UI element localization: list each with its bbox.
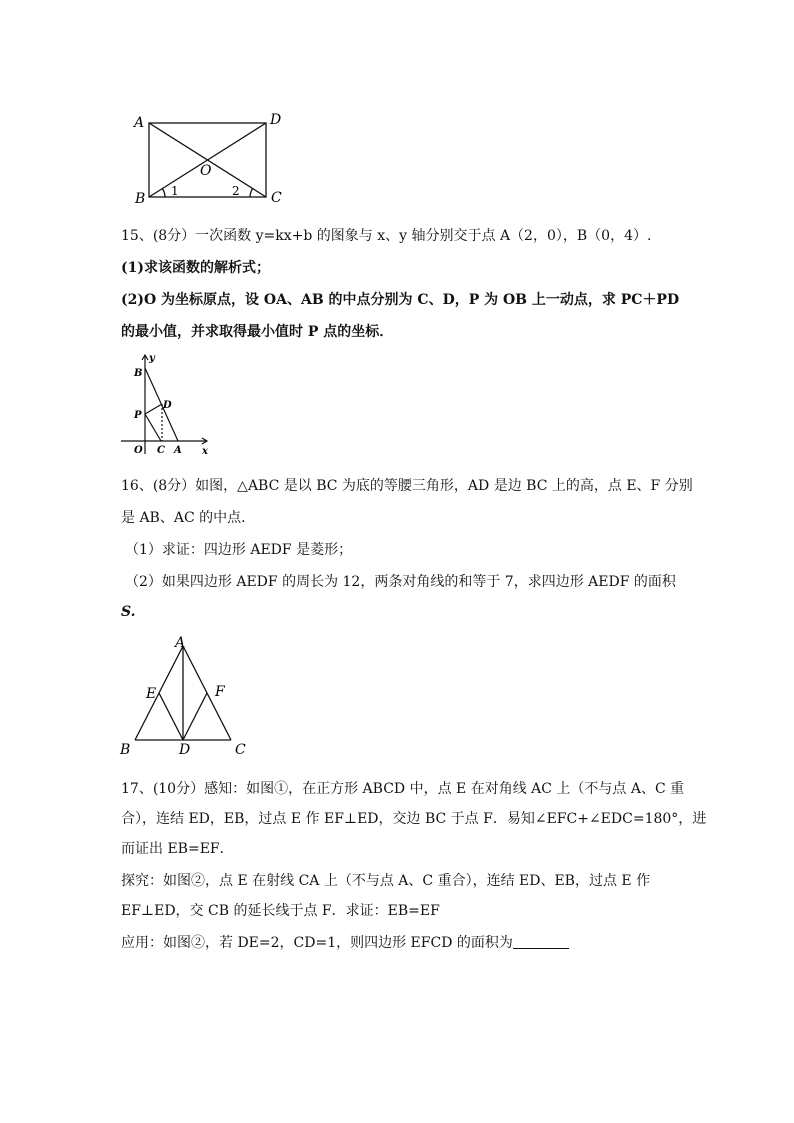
point-P-label: P xyxy=(134,410,142,421)
point-C-label: C xyxy=(157,445,165,456)
q15-line2: (1)求该函数的解析式； xyxy=(121,260,270,276)
q16-line2: 是 AB、AC 的中点． xyxy=(121,510,256,526)
tri-label-F: F xyxy=(215,684,225,700)
tri-label-B: B xyxy=(120,742,131,758)
axis-y-label: y xyxy=(149,353,155,364)
point-B-label: B xyxy=(134,368,143,379)
q17-line6 xyxy=(121,933,569,953)
q15-line4: 的最小值，并求取得最小值时 P 点的坐标． xyxy=(121,324,394,340)
tri-label-E: E xyxy=(146,686,157,702)
q16-line1: 16、(8分）如图，△ABC 是以 BC 为底的等腰三角形，AD 是边 BC 上的高，点 E、F 分别 xyxy=(121,478,693,494)
tri-label-A: A xyxy=(175,635,186,651)
label-C: C xyxy=(271,190,282,206)
coordinate-figure xyxy=(118,350,218,458)
q17-line2: 合），连结 ED，EB，过点 E 作 EF⊥ED，交边 BC 于点 F．易知∠EFC+∠EDC=180°，进 xyxy=(121,811,707,827)
label-A: A xyxy=(134,115,145,131)
q17-line4: 探究：如图②，点 E 在射线 CA 上（不与点 A、C 重合），连结 ED、EB，过点 E 作 xyxy=(121,873,651,889)
angle-1-label: 1 xyxy=(171,184,179,198)
label-O: O xyxy=(200,163,212,179)
q15-line1: 15、(8分）一次函数 y=kx+b 的图象与 x、y 轴分别交于点 A（2，0），B（0，4）. xyxy=(121,228,652,244)
axis-x-label: x xyxy=(202,446,208,457)
angle-2-label: 2 xyxy=(232,184,240,198)
point-A-label: A xyxy=(174,445,182,456)
rectangle-figure xyxy=(125,108,295,208)
point-D-label: D xyxy=(163,400,172,411)
tri-label-C: C xyxy=(235,742,246,758)
label-B: B xyxy=(135,191,146,207)
label-D: D xyxy=(270,112,282,128)
point-O-label: O xyxy=(134,445,143,456)
q17-line6-text: 应用：如图②，若 DE=2，CD=1，则四边形 EFCD 的面积为 xyxy=(121,935,513,951)
q16-line4: （2）如果四边形 AEDF 的周长为 12，两条对角线的和等于 7，求四边形 AEDF 的面积 xyxy=(125,574,676,590)
q17-line3: 而证出 EB=EF． xyxy=(121,841,234,857)
q17-line5: EF⊥ED，交 CB 的延长线于点 F．求证：EB=EF xyxy=(121,903,440,919)
q15-line3: (2)O 为坐标原点，设 OA、AB 的中点分别为 C、D，P 为 OB 上一动点，求 PC＋PD xyxy=(121,292,680,308)
tri-label-D: D xyxy=(179,742,191,758)
q16-line3: （1）求证：四边形 AEDF 是菱形； xyxy=(125,542,353,558)
q16-line5: S. xyxy=(121,604,136,620)
q17-line1: 17、(10分）感知：如图①，在正方形 ABCD 中，点 E 在对角线 AC 上（不与点 A、C 重 xyxy=(121,781,685,797)
triangle-figure xyxy=(115,634,255,758)
answer-blank xyxy=(513,934,569,949)
